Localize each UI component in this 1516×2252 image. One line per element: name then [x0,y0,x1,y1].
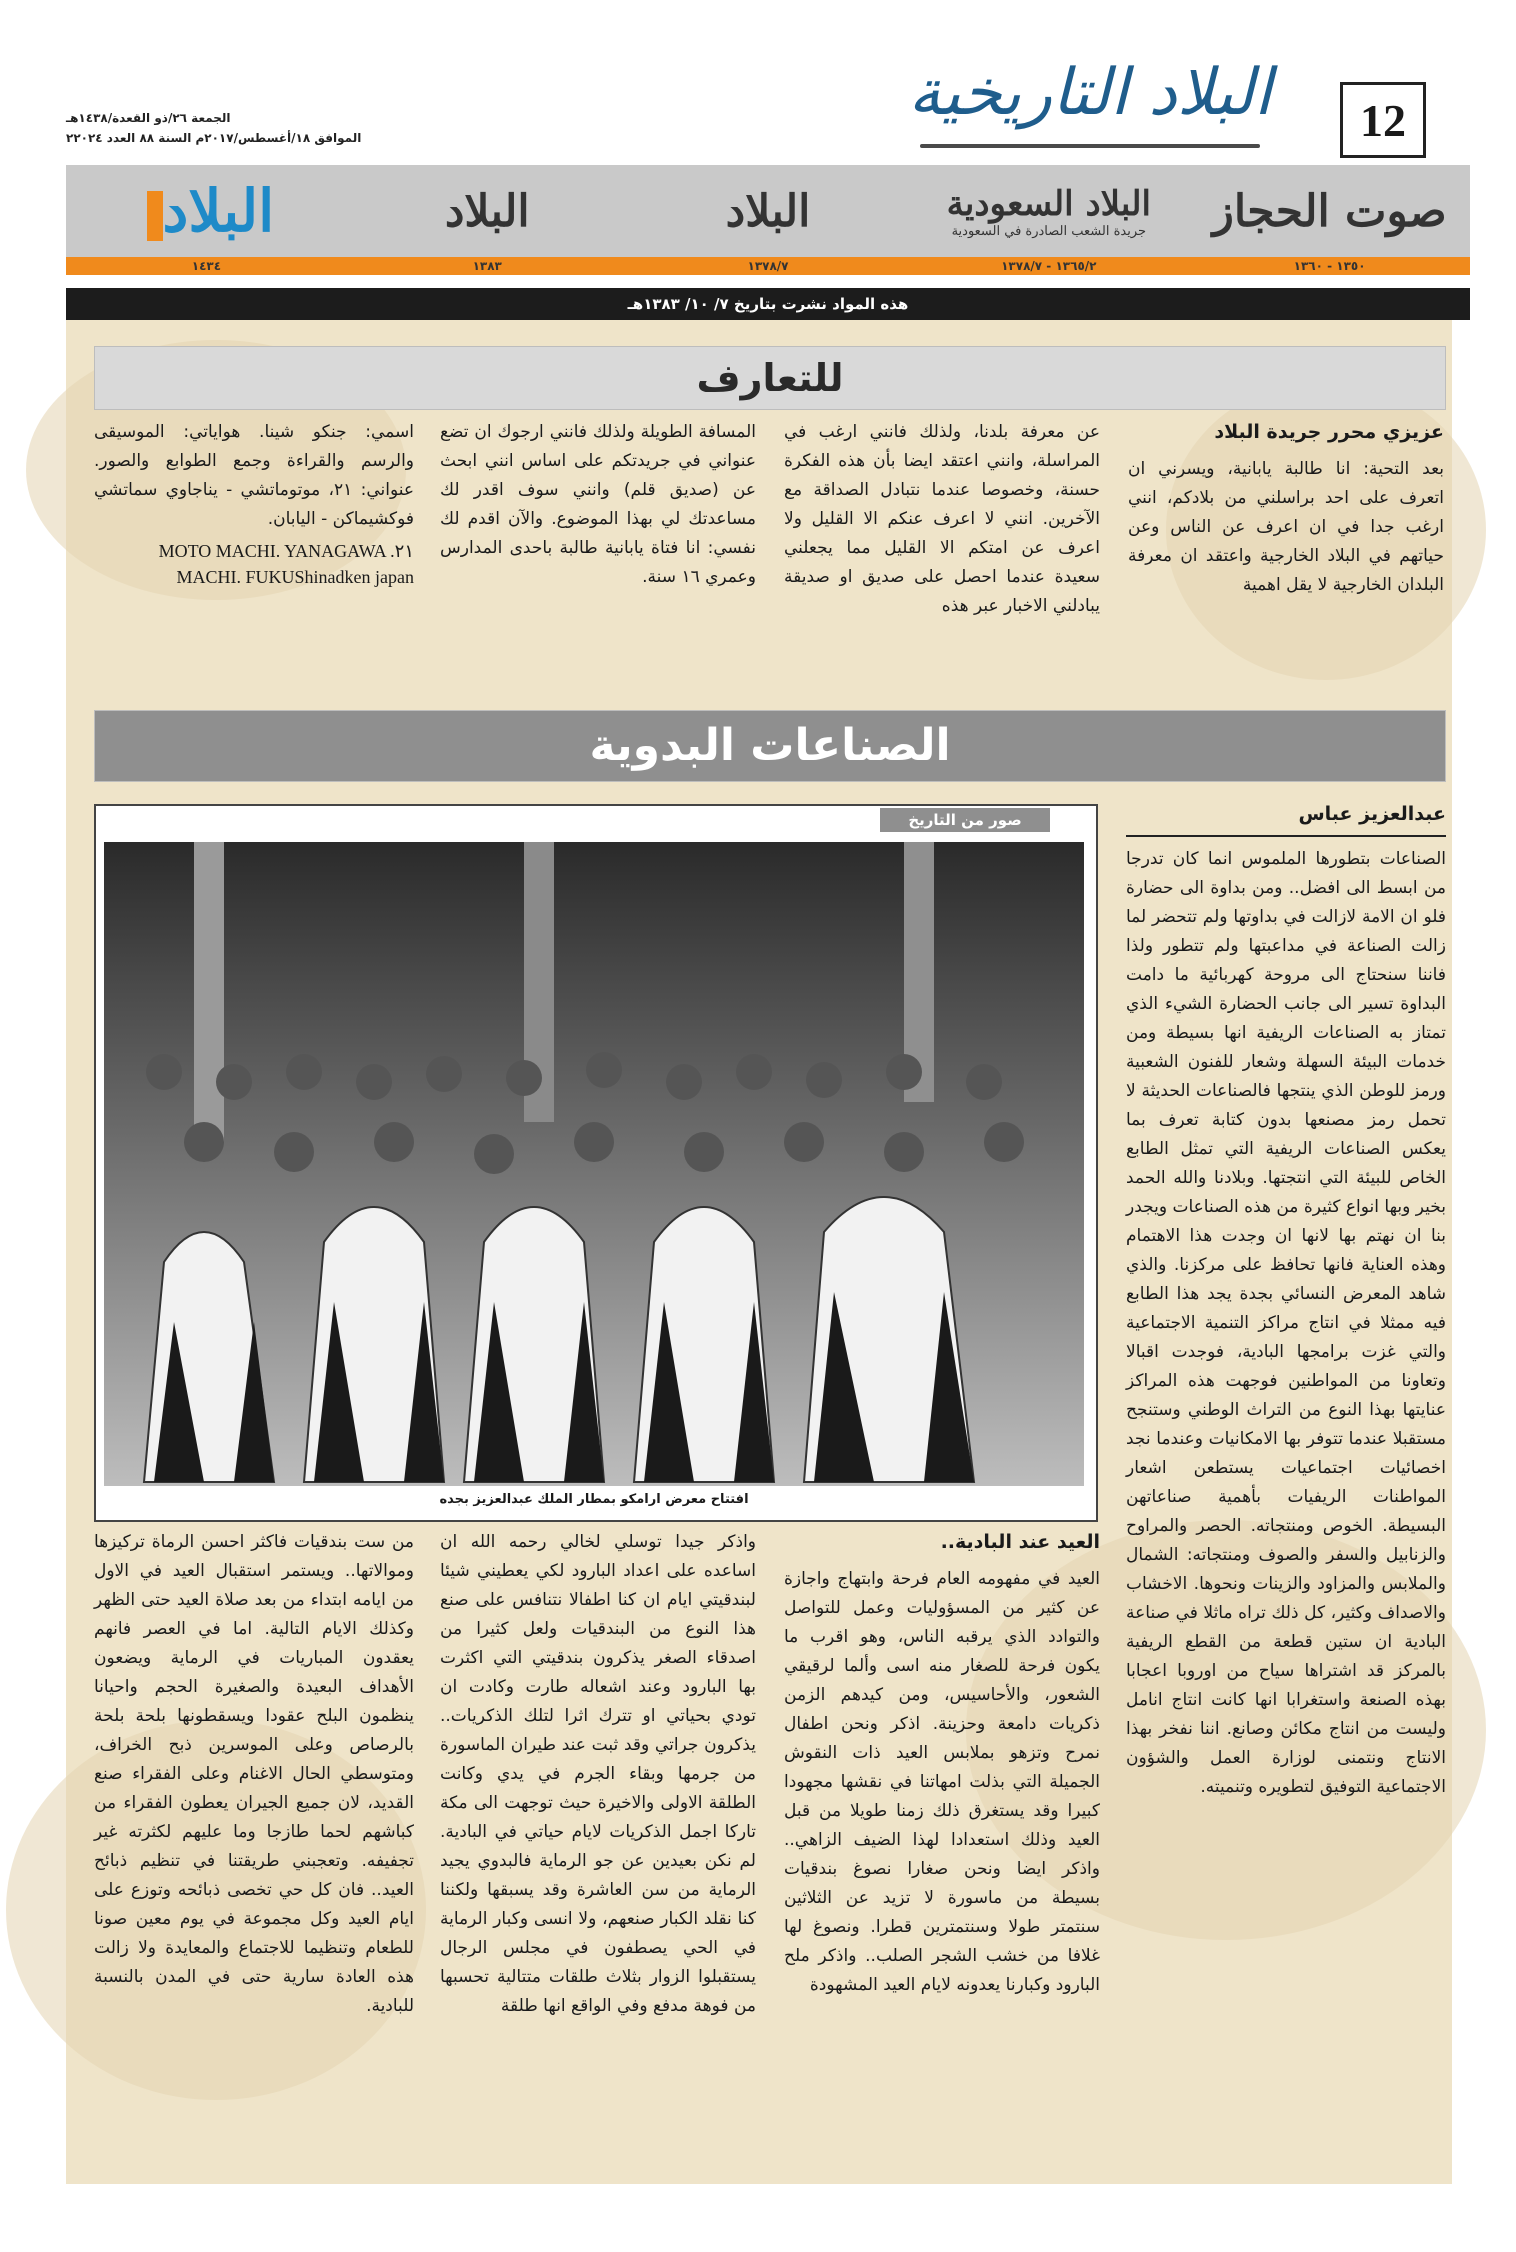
historical-photo [104,842,1084,1486]
historical-photo-svg [104,842,1084,1486]
logo-sawt-alhijaz: صوت الحجاز [1212,185,1447,237]
year-3: ١٣٧٨/٧ [747,259,789,273]
masthead-logo [900,56,1280,156]
section-heading-taaruf: للتعارف [94,346,1446,410]
eid-col-3 [94,1528,414,2025]
logo-albilad-current [66,177,347,245]
brand-bar [147,191,163,241]
year-2: ١٣٦٥/٢ - ١٣٧٨/٧ [1001,259,1097,273]
logo-albilad-current-text: البلاد [162,177,275,245]
taaruf-col-3 [440,418,756,596]
photo-pillar [194,842,224,1142]
masthead-title: البلاد التاريخية [908,56,1272,130]
taaruf-col-4 [94,418,414,594]
published-note: هذه المواد نشرت بتاريخ ٧/ ١٠/ ١٣٨٣هـ [66,288,1470,320]
taaruf-col-1 [1128,418,1444,604]
dateline [66,108,366,148]
logo-albilad-1383: البلاد [444,185,530,237]
taaruf-col3-text: المسافة الطويلة ولذلك فانني ارجوك ان تضع عنواني في جريدتكم على اساس انني ابحث عن (صديق قلم) وانني سوف اقدر لك مساعدتك لي بهذا الموضوع. والآن اقدم لك نفسي: انا فتاة يابانية طالبة باحدى المدارس وعمري ١٦ سنة. [440,422,756,587]
eid-col3-text: من ست بندقيات فاكثر احسن الرماة تركيزها وموالاتها.. ويستمر استقبال العيد في الاول من ايامه ابتداء من بعد صلاة العيد حتى الظهر وكذلك الايام التالية. اما في العصر فانهم يعقدون المباريات في الرماية ويضعون الأهداف البعيدة والصغيرة الحجم واحيانا ينظمون البلح عقودا ويسقطونها بلحة بلحة بالرصاص وعلى الموسرين ذبح الخراف، ومتوسطي الحال الاغنام وعلى الفقراء صنع القديد، لان جميع الجيران يعطون الفقراء من كباشهم لحما طازجا وما عليهم لكثرته غير تجفيفه. وتعجبني طريقتنا في تنظيم ذبائح العيد.. فان كل حي تخصى ذبائحه وتوزع على ايام العيد وكل مجموعة في يوم معين صونا للطعام وتنظيما للاجتماع والمعايدة ولا زالت هذه العادة سارية حتى في المدن بالنسبة للبادية. [94,1532,414,2016]
section-heading-sinaat: الصناعات البدوية [94,710,1446,782]
photo-tag: صور من التاريخ [880,808,1050,832]
sinaat-right-text: الصناعات بتطورها الملموس انما كان تدرجا من ابسط الى افضل.. ومن بداوة الى حضارة فلو ان الامة لازالت في بداوتها ولم تتحضر لما زالت الصناعة في مداعبتها ولم تتطور ولذا فاننا سنحتاج الى مروحة كهربائية ما دامت البداوة تسير الى جانب الحضارة الشيء الذي تمتاز به الصناعات الريفية انها بسيطة ومن خدمات البيئة السهلة وشعار للفنون الشعبية ورمز للوطن الذي ينتجها فالصناعات الحديثة لا تحمل رمز مصنعها بدون كتابة تعرف بما يعكس الصناعات الريفية التي تمثل الطابع الخاص للبيئة التي انتجتها. وبلادنا والله الحمد بخير وبها انواع كثيرة من هذه الصناعات ويجدر بنا ان نهتم بها لانها ان وجدت هذا الاهتمام وهذه العناية فانها تحافظ على مركزنا. والذي شاهد المعرض النسائي بجدة يجد هذا الطابع فيه ممثلا في انتاج مراكز التنمية الاجتماعية والتي غزت برامجها البادية، فوجدت اقبالا وتعاونا من المواطنين فوجهت هذه المراكز عنايتها بهذا النوع من التراث الوطني وستنجح مستقبلا عندما تتوفر بها الامكانيات وعندما نجد اخصائيات اجتماعيات يستطعن اشعار المواطنات الريفيات بأهمية صناعاتهن البسيطة. الخوص ومنتجاته. الحصر والمراوح والزنابيل والسفر والصوف ومنتجاته: الشمال والملابس والمزاود والزينات ونحوها. الاخشاب والاصداف وكثير، كل ذلك تراه ماثلا في صناعة البادية ان ستين قطعة من القطع الريفية بالمركز قد اشتراها سياح من اوروبا اعجابا بهذه الصنعة واستغرابا انها كانت انتاج انامل وليست من انتاج مكائن وصانع. اننا نفخر بهذا الانتاج ونتمنى لوزارة العمل والشؤون الاجتماعية التوفيق لتطويره وتنميته. [1126,849,1446,1797]
eid-col1-text: العيد في مفهومه العام فرحة وابتهاج واجازة عن كثير من المسؤوليات وعمل للتواصل والتوادد الذي يرقبه الناس، وهو اقرب ما يكون فرحة للصغار منه اسى وألما لرقيقي الشعور، والأحاسيس، ومن كيدهم الزمن ذكريات دامعة وحزينة. اذكر ونحن اطفال نمرح وتزهو بملابس العيد ذات النقوش الجميلة التي بذلت امهاتنا في نقشها مجهودا كبيرا وقد يستغرق ذلك زمنا طويلا من قبل العيد وذلك استعدادا لهذا الضيف الزاهي.. واذكر ايضا ونحن صغارا نصوغ بندقيات بسيطة من ماسورة لا تزيد عن الثلاثين سنتمتر طولا وسنتمترين قطرا. ونصوغ لها غلافا من خشب الشجر الصلب.. واذكر ملح البارود وكبارنا يعدونه لايام العيد المشهودة [784,1569,1100,1995]
years-band [66,257,1470,275]
masthead-underline [920,144,1260,148]
taaruf-col-2 [784,418,1100,625]
eid-col2-text: واذكر جيدا توسلي لخالي رحمه الله ان اساعده على اعداد البارود لكي يعطيني شيئا لبندقيتي ايام ان كنا اطفالا نتنافس على صنع هذا النوع من البندقيات ولعل كثيرا من اصدقاء الصغر يذكرون بندقيتي التي اكثرت بها البارود وعند اشعاله طارت وكادت ان تودي بحياتي او تترك اثرا لتلك الذكريات.. يذكرون جراتي وقد ثبت عند طيران الماسورة من جرمها وبقاء الجرم في يدي وكانت الطلقة الاولى والاخيرة حيث توجهت الى مكة تاركا اجمل الذكريات لايام حياتي في البادية. لم نكن بعيدين عن جو الرماية فالبدوي يجيد الرماية من سن العاشرة وقد يسبقها ولكننا كنا نقلد الكبار صنعهم، ولا انسى وكبار الرماية في الحي يصطفون في مجلس الرجال يستقبلوا الزوار بثلاث طلقات متتالية تحسبها من فوهة مدفع وفي الواقع انها طلقة [440,1532,756,2016]
taaruf-letter-title: عزيزي محرر جريدة البلاد [1214,421,1444,443]
year-5: ١٤٣٤ [191,259,222,273]
eid-col-2 [440,1528,756,2025]
logo-subtitle: جريدة الشعب الصادرة في السعودية [951,223,1147,239]
sinaat-right-col [1126,800,1446,1806]
photo-caption: افتتاح معرض ارامكو بمطار الملك عبدالعزيز بجده [439,1492,749,1507]
taaruf-col4-text: اسمي: جنكو شينا. هواياتي: الموسيقى والرسم والقراءة وجمع الطوابع والصور. عنواني: ٢١، موتوماتشي - يناجاوي سماتشي فوكشيماكن - اليابان. [94,422,414,529]
logo-albilad-alsaudia [908,184,1189,239]
logos-band [66,165,1470,257]
author-name: عبدالعزيز عباس [1126,800,1446,837]
logo-albilad-1378: البلاد [725,185,811,237]
eid-col-1 [784,1528,1100,2004]
year-1: ١٣٥٠ - ١٣٦٠ [1293,259,1366,273]
taaruf-latin-address: MOTO MACHI. YANAGAWA .٢١ MACHI. FUKUShinadken japan [158,541,414,587]
date-line-1: الجمعة ٢٦/ذو القعدة/١٤٣٨هـ [66,111,231,125]
page-number: 12 [1340,82,1426,158]
taaruf-col1-text: بعد التحية: انا طالبة يابانية، ويسرني ان اتعرف على احد براسلني من بلادكم، انني ارغب جدا في ان اعرف عن الناس وعن حياتهم في البلاد الخارجية واعتقد ان معرفة البلدان الخارجية لا يقل اهمية [1128,459,1444,595]
year-4: ١٣٨٣ [472,259,502,273]
date-line-2: الموافق ١٨/أغسطس/٢٠١٧م السنة ٨٨ العدد ٢٢٠٢٤ [66,131,362,145]
taaruf-col2-text: عن معرفة بلدنا، ولذلك فانني ارغب في المراسلة، وانني اعتقد ايضا بأن هذه الفكرة حسنة، وخصوصا عندما نتبادل الصداقة مع الآخرين. انني لا اعرف عنكم الا القليل ولا اعرف عن امتكم الا القليل مما يجعلني سعيدة عندما احصل على صديق او صديقة يبادلني الاخبار عبر هذه [784,422,1100,616]
eid-title: العيد عند البادية.. [940,1531,1100,1553]
logo-albilad-alsaudia-title: البلاد السعودية [946,183,1151,224]
